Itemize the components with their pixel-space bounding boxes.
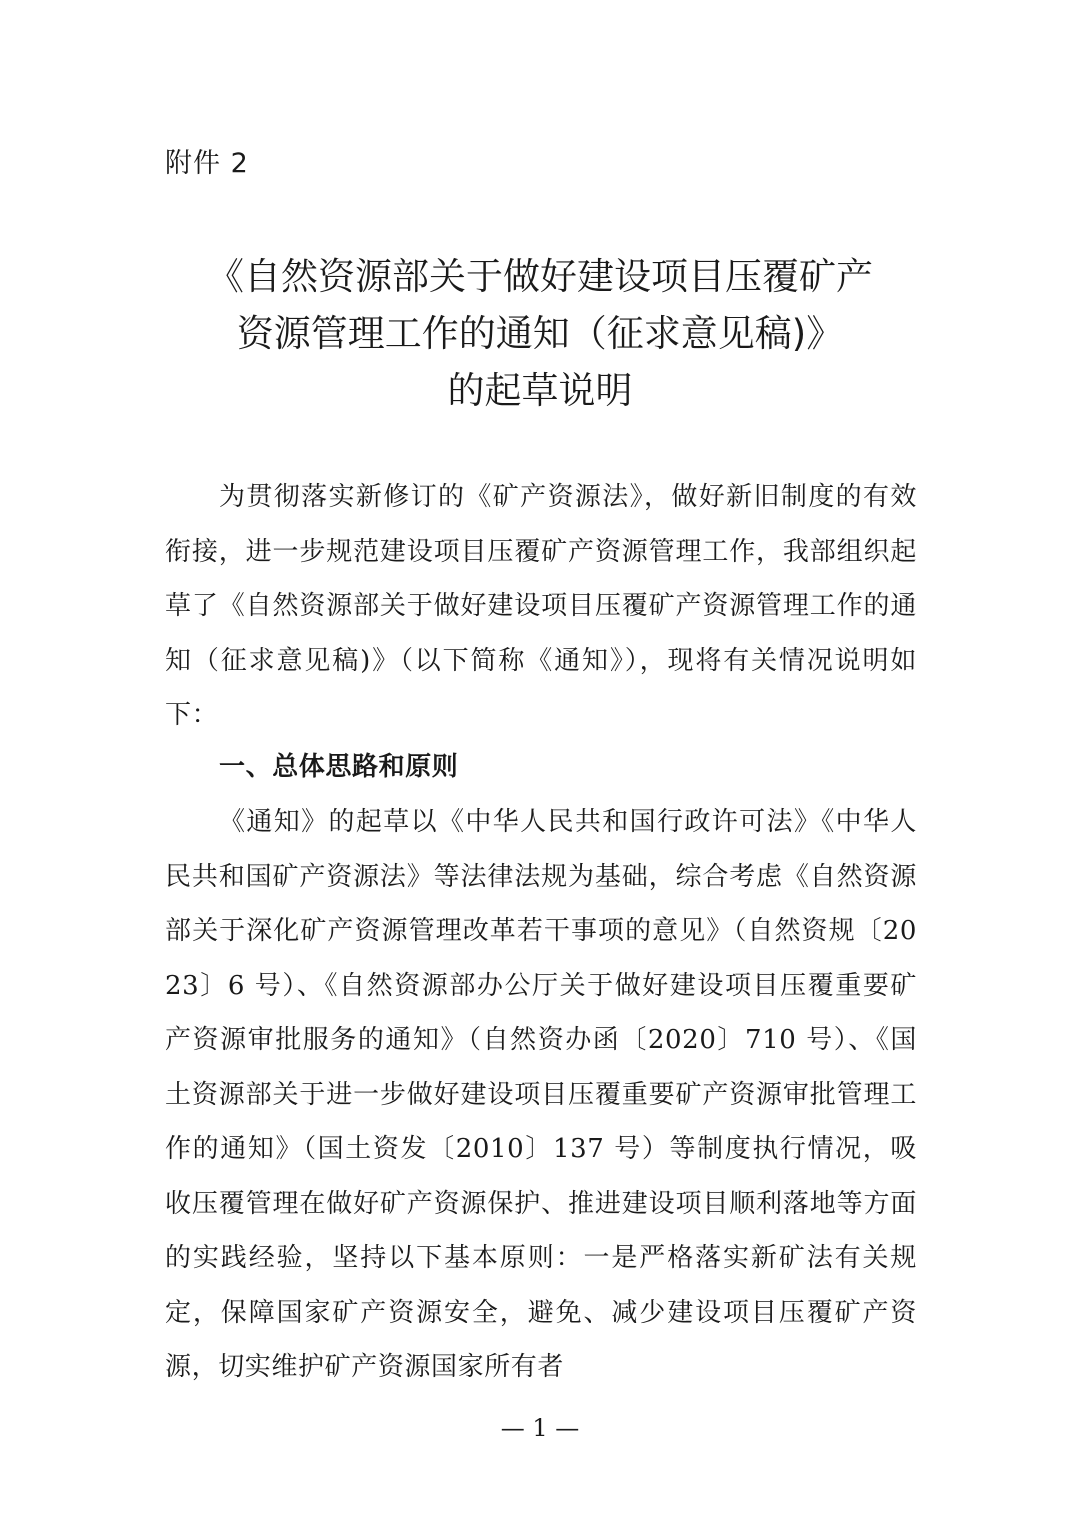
intro-paragraph: 为贯彻落实新修订的《矿产资源法》，做好新旧制度的有效衔接，进一步规范建设项目压覆矿产资源管理工作，我部组织起草了《自然资源部关于做好建设项目压覆矿产资源管理工作的通知（征求意见稿)》（以下简称《通知》），现将有关情况说明如下： — [165, 482, 917, 730]
page-number: — 1 — — [500, 1414, 580, 1442]
section-heading: 一、总体思路和原则 — [219, 752, 459, 782]
attachment-label: 附件 2 — [165, 148, 249, 179]
section-paragraph: 《通知》的起草以《中华人民共和国行政许可法》《中华人民共和国矿产资源法》等法律法规为基础，综合考虑《自然资源部关于深化矿产资源管理改革若干事项的意见》（自然资规〔2023〕6 号）、《自然资源部办公厅关于做好建设项目压覆重要矿产资源审批服务的通知》（自然资办函〔2020〕710 号）、《国土资源部关于进一步做好建设项目压覆重要矿产资源审批管理工作的通知》（国土资发〔2010〕137 号）等制度执行情况，吸收压覆管理在做好矿产资源保护、推进建设项目顺利落地等方面的实践经验，坚持以下基本原则：一是严格落实新矿法有关规定，保障国家矿产资源安全，避免、减少建设项目压覆矿产资源，切实维护矿产资源国家所有者 — [165, 807, 917, 1382]
title-line-3: 的起草说明 — [447, 369, 633, 412]
title-line-2: 资源管理工作的通知（征求意见稿)》 — [236, 312, 844, 355]
document-title — [120, 248, 960, 419]
title-line-1: 《自然资源部关于做好建设项目压覆矿产 — [207, 255, 873, 298]
